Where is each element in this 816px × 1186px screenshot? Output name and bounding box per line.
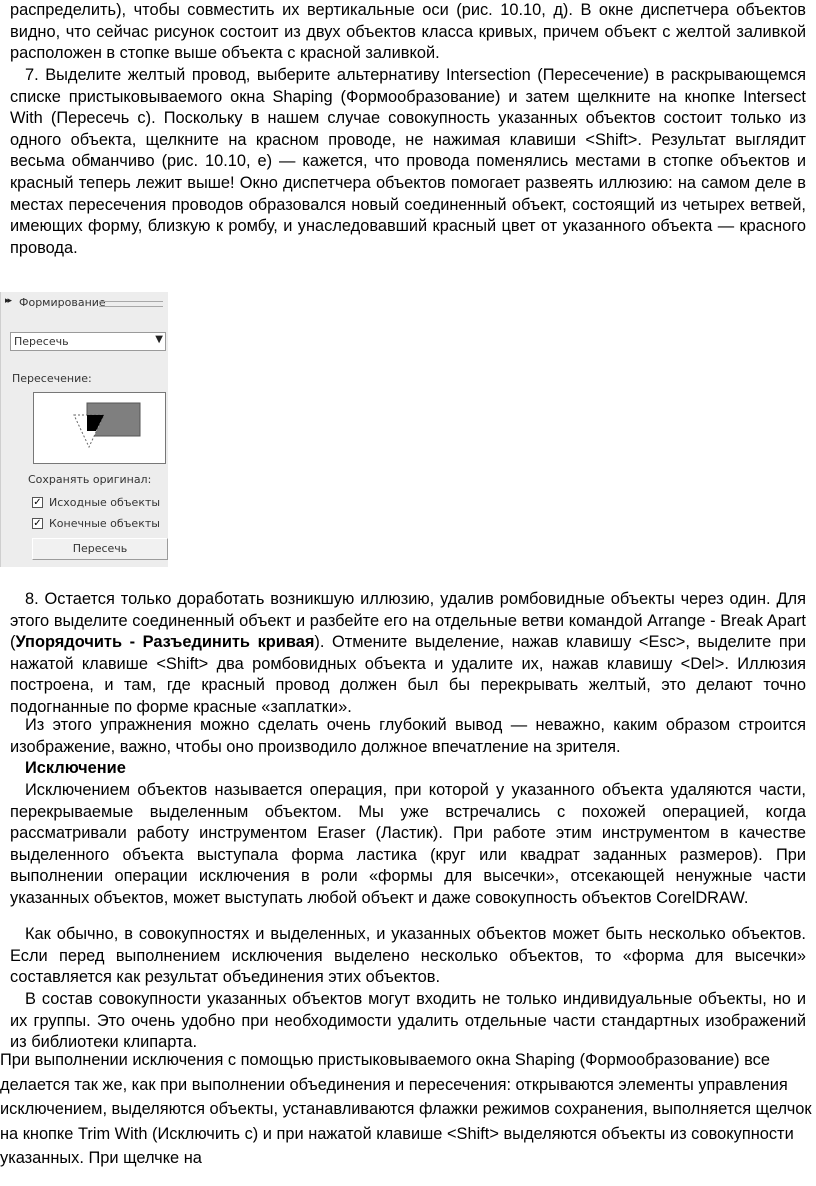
section-label: Пересечение: xyxy=(12,372,92,385)
check-icon[interactable]: ✓ xyxy=(33,497,42,508)
paragraph-exclusion-shaping: При выполнении исключения с помощью пристыковываемого окна Shaping (Формообразование) все делается так же, как при выполнении объединения и пересечения: открываются элементы управления исключением, выделяются объекты, устанавливаются флажки режимов сохранения, выполняется щелчок на кнопке Trim With (Исключить с) и при нажатой клавише <Shift> выделяются объекты из совокупности указанных. При щелчке на xyxy=(0,1051,812,1168)
docker-grip[interactable] xyxy=(99,301,163,307)
chevron-down-icon[interactable]: ▼ xyxy=(155,334,163,345)
intersect-button[interactable]: Пересечь xyxy=(32,538,168,560)
intersection-preview-icon xyxy=(34,393,165,463)
shaping-docker xyxy=(0,292,168,567)
target-objects-label: Конечные объекты xyxy=(49,517,160,530)
paragraph-exclusion-groups: В состав совокупности указанных объектов могут входить не только индивидуальные объекты, но и их группы. Это очень удобно при необходимости удалить отдельные части стандартных изображений из библиотеки клипарта. xyxy=(10,990,806,1052)
paragraph-conclusion: Из этого упражнения можно сделать очень глубокий вывод — неважно, каким образом строится изображение, важно, чтобы оно производило должное впечатление на зрителя. xyxy=(10,716,806,756)
intersection-preview xyxy=(33,392,166,464)
target-objects-checkbox[interactable] xyxy=(32,518,162,532)
shaping-mode-value: Пересечь xyxy=(14,335,69,348)
section-heading: Исключение xyxy=(25,759,126,777)
check-icon[interactable]: ✓ xyxy=(33,518,42,529)
source-objects-checkbox[interactable] xyxy=(32,497,162,511)
paragraph-step-7: 7. Выделите желтый провод, выберите альтернативу Intersection (Пересечение) в раскрывающемся списке пристыковываемого окна Shaping (Формообразование) и затем щелкните на кнопке Intersect With (Пересечь с). Поскольку в нашем случае совокупность указанных объектов состоит только из одного объекта, щелкните на красном проводе, не нажимая клавиши <Shift>. Результат выглядит весьма обманчиво (рис. 10.10, е) — кажется, что провода поменялись местами в стопке объектов и красный теперь лежит выше! Окно диспетчера объектов помогает развеять иллюзию: на самом деле в местах пересечения проводов образовался новый соединенный объект, состоящий из четырех ветвей, имеющих форму, близкую к ромбу, и унаследовавший красный цвет от указанного объекта — красного провода. xyxy=(10,66,806,257)
paragraph-step-8 xyxy=(10,589,806,719)
p8-text-end: ). Отмените выделение, нажав клавишу <Esc>, выделите при нажатой клавише <Shift> два ромбовидных объекта и удалите их, нажав клавишу <Del>. Иллюзия построена, и там, где красный провод должен был бы перекрывать желтый, это делают точно подогнанные по форме красные «заплатки». xyxy=(10,633,806,716)
shaping-mode-select[interactable] xyxy=(10,332,166,351)
paragraph-exclusion-def: Исключением объектов называется операция, при которой у указанного объекта удаляются части, перекрываемые выделенным объектом. Мы уже встречались с похожей операцией, когда рассматривали работу инструментом Eraser (Ластик). При работе этим инструментом в качестве выделенного объекта выступала форма ластика (круг или квадрат заданных размеров). При выполнении операции исключения в роли «формы для высечки», отсекающей ненужные части указанных объектов, может выступать любой объект и даже совокупность объектов CorelDRAW. xyxy=(10,781,806,907)
source-objects-label: Исходные объекты xyxy=(49,496,161,509)
p8-text-start: 8. Остается только доработать возникшую иллюзию, удалив ромбовидные объекты через один. Для этого выделите соединенный объект и разбейте его на отдельные ветви командой Arrange - Break Apart ( xyxy=(10,590,806,652)
docker-header[interactable] xyxy=(5,295,165,311)
docker-title: Формирование xyxy=(19,296,106,309)
paragraph-continued: распределить), чтобы совместить их вертикальные оси (рис. 10.10, д). В окне диспетчера объектов видно, что сейчас рисунок состоит из двух объектов класса кривых, причем объект с желтой заливкой расположен в стопке выше объекта с красной заливкой. xyxy=(10,1,806,63)
p8-command-bold: Упорядочить - Разъединить кривая xyxy=(15,633,315,652)
expand-arrows-icon[interactable]: ▸▸ xyxy=(5,296,11,306)
keep-original-label: Сохранять оригинал: xyxy=(28,473,152,486)
paragraph-exclusion-sets: Как обычно, в совокупностях и выделенных, и указанных объектов может быть несколько объектов. Если перед выполнением исключения выделено несколько объектов, то «форма для высечки» составляется как результат объединения этих объектов. xyxy=(10,925,806,987)
